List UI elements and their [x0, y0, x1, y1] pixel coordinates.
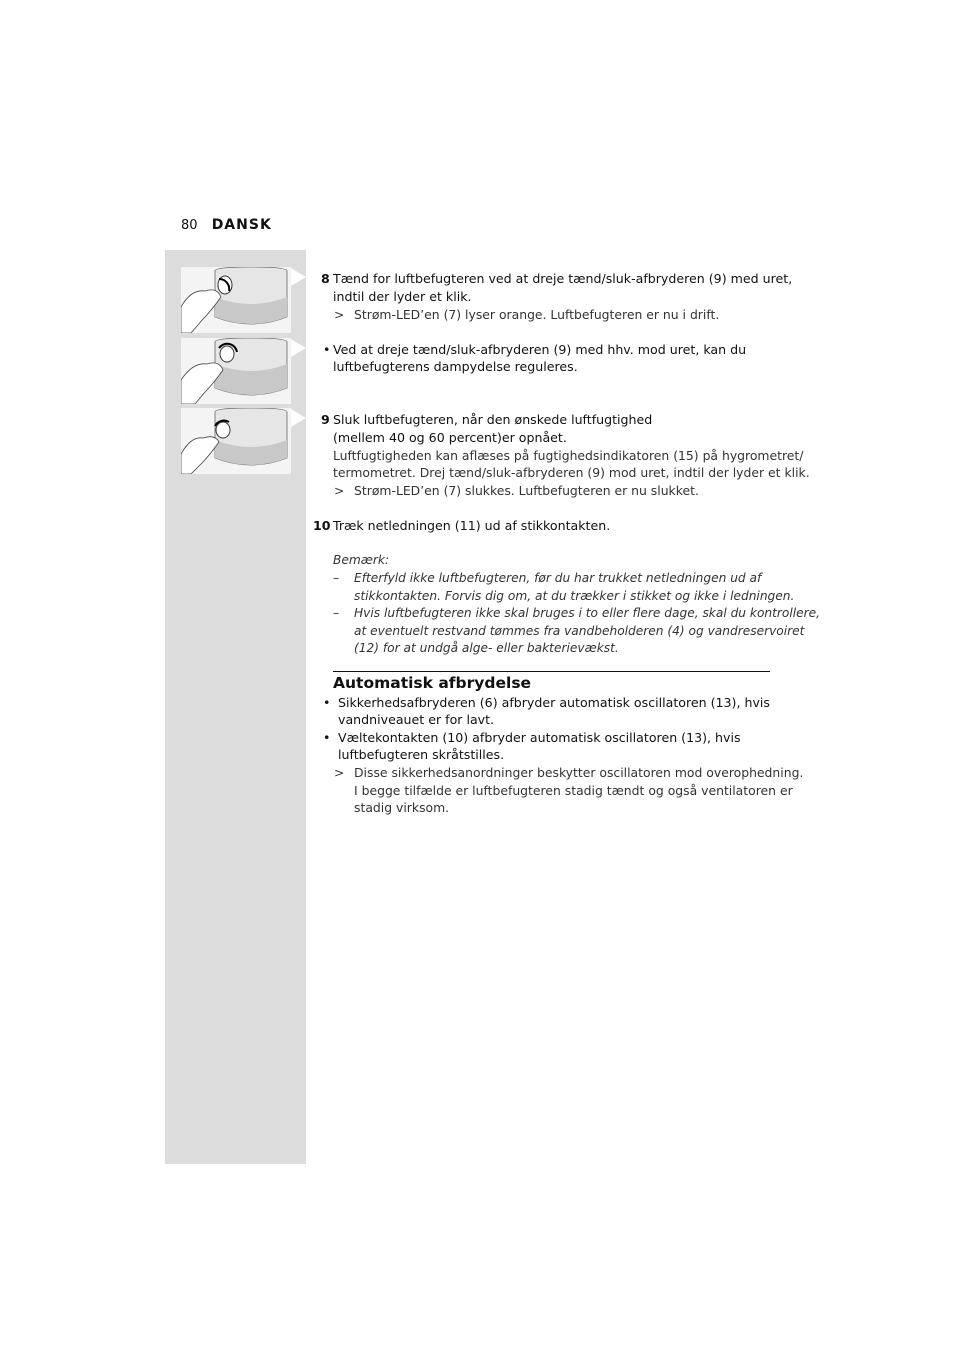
note-dash: – — [333, 571, 340, 585]
note-text: Efterfyld ikke luftbefugteren, før du har trukket netledningen ud af — [354, 571, 762, 585]
step-text: Træk netledningen (11) ud af stikkontakten. — [333, 518, 611, 533]
result-text: Disse sikkerhedsanordninger beskytter oscillatoren mod overophedning. — [354, 765, 804, 780]
result-text: stadig virksom. — [354, 800, 450, 815]
step-text: Sluk luftbefugteren, når den ønskede luftfugtighed — [333, 412, 653, 427]
result-text: Strøm-LED’en (7) lyser orange. Luftbefugteren er nu i drift. — [354, 307, 720, 322]
pointer-notch — [291, 409, 306, 427]
step-text: (mellem 40 og 60 percent)er opnået. — [333, 430, 567, 445]
result-mark: > — [334, 483, 345, 498]
note-text: (12) for at undgå alge- eller bakterievækst. — [354, 641, 619, 655]
page-number: 80 — [181, 218, 198, 233]
pointer-notch — [291, 268, 306, 286]
bullet-text: Sikkerhedsafbryderen (6) afbryder automatisk oscillatoren (13), hvis — [338, 695, 770, 710]
bullet-text: vandniveauet er for lavt. — [338, 712, 495, 727]
step-number: 10 — [313, 518, 331, 533]
bullet-text: Væltekontakten (10) afbryder automatisk oscillatoren (13), hvis — [338, 730, 741, 745]
bullet-text: luftbefugteren skråtstilles. — [338, 747, 505, 762]
bullet-mark: • — [323, 730, 331, 745]
illustration-regulate — [181, 338, 291, 404]
step-text: indtil der lyder et klik. — [333, 289, 472, 304]
bullet-text: Ved at dreje tænd/sluk-afbryderen (9) med hhv. mod uret, kan du — [333, 342, 747, 357]
bullet-text: luftbefugterens dampydelse reguleres. — [333, 359, 578, 374]
pointer-notch — [291, 339, 306, 357]
step-text: Tænd for luftbefugteren ved at dreje tænd/sluk-afbryderen (9) med uret, — [333, 271, 793, 286]
note-text: at eventuelt restvand tømmes fra vandbeholderen (4) og vandreservoiret — [354, 624, 805, 638]
bullet-mark: • — [323, 342, 331, 357]
page-header — [181, 217, 272, 233]
result-text: Strøm-LED’en (7) slukkes. Luftbefugteren er nu slukket. — [354, 483, 699, 498]
result-mark: > — [334, 307, 345, 322]
step-number: 9 — [321, 412, 330, 427]
step-number: 8 — [321, 271, 330, 286]
language-heading: DANSK — [211, 217, 272, 233]
bullet-mark: • — [323, 695, 331, 710]
illustration-turn-on — [181, 267, 291, 333]
result-mark: > — [334, 765, 345, 780]
note-title: Bemærk: — [333, 553, 390, 567]
step-text: Luftfugtigheden kan aflæses på fugtighedsindikatoren (15) på hygrometret/ — [333, 448, 804, 463]
note-dash: – — [333, 606, 340, 620]
illustration-turn-off — [181, 408, 291, 474]
step-text: termometret. Drej tænd/sluk-afbryderen (9) mod uret, indtil der lyder et klik. — [333, 465, 810, 480]
note-text: stikkontakten. Forvis dig om, at du trækker i stikket og ikke i ledningen. — [354, 589, 795, 603]
section-divider — [333, 671, 770, 672]
note-text: Hvis luftbefugteren ikke skal bruges i to eller flere dage, skal du kontrollere, — [354, 606, 821, 620]
result-text: I begge tilfælde er luftbefugteren stadig tændt og også ventilatoren er — [354, 783, 793, 798]
section-title: Automatisk afbrydelse — [333, 674, 532, 692]
